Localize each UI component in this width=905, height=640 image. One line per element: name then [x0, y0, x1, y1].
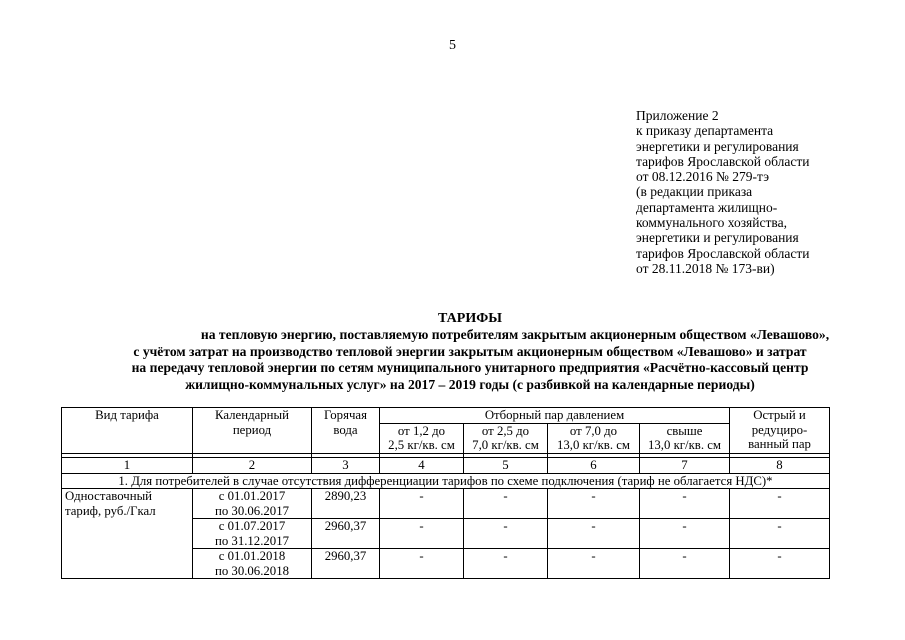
sharp-steam-cell: - [730, 489, 830, 519]
column-number: 1 [62, 457, 193, 473]
appendix-line: тарифов Ярославской области [636, 153, 810, 169]
appendix-line: от 28.11.2018 № 173-ви) [636, 260, 775, 276]
appendix-line: к приказу департамента [636, 123, 774, 139]
header-pressure-band [464, 423, 548, 453]
period-line: по 31.12.2017 [214, 533, 290, 548]
pressure-band-line: от 1,2 до [397, 423, 446, 438]
tariff-type-line: тариф, руб./Гкал [65, 503, 156, 518]
appendix-note [636, 108, 876, 276]
pressure-band-line: от 2,5 до [481, 423, 530, 438]
period-cell [193, 489, 312, 519]
header-pressure-band [380, 423, 464, 453]
header-sharp-steam-line: редуциро- [751, 422, 808, 437]
appendix-line: энергетики и регулирования [636, 230, 799, 246]
header-pressure-band [640, 423, 730, 453]
column-number: 5 [464, 457, 548, 473]
hot-water-cell: 2960,37 [312, 549, 380, 579]
steam-cell: - [640, 489, 730, 519]
header-hot-water-line: Горячая [324, 408, 367, 422]
title-line: с учётом затрат на производство тепловой энергии закрытым акционерным обществом «Левашово» и затрат [133, 343, 807, 359]
header-tariff-type: Вид тарифа [62, 408, 193, 454]
period-line: по 30.06.2017 [214, 503, 290, 518]
pressure-band-line: свыше [666, 423, 703, 438]
header-hot-water-line: вода [333, 422, 358, 437]
tariff-type-cell [62, 489, 193, 579]
appendix-line: тарифов Ярославской области [636, 245, 810, 261]
sharp-steam-cell: - [730, 549, 830, 579]
steam-cell: - [548, 519, 640, 549]
header-sharp-steam-line: Острый и [753, 408, 806, 422]
appendix-line: (в редакции приказа [636, 184, 753, 200]
period-line: с 01.07.2017 [218, 519, 286, 533]
column-number: 2 [193, 457, 312, 473]
header-sharp-steam-line: ванный пар [748, 437, 811, 451]
tariff-type-line: Одноставочный [65, 489, 153, 503]
steam-cell: - [380, 549, 464, 579]
period-line: по 30.06.2018 [214, 563, 290, 578]
header-period-line: Календарный [215, 408, 289, 422]
steam-cell: - [548, 489, 640, 519]
steam-cell: - [640, 549, 730, 579]
period-cell [193, 549, 312, 579]
appendix-line: Приложение 2 [636, 108, 719, 123]
period-line: с 01.01.2017 [218, 489, 286, 503]
column-number: 7 [640, 457, 730, 473]
column-number: 8 [730, 457, 830, 473]
table-row [62, 489, 830, 519]
header-pressure-band [548, 423, 640, 453]
header-sharp-steam [730, 408, 830, 454]
header-row [62, 408, 830, 424]
hot-water-cell: 2890,23 [312, 489, 380, 519]
steam-cell: - [380, 519, 464, 549]
title-heading: ТАРИФЫ [438, 311, 502, 326]
steam-cell: - [464, 549, 548, 579]
appendix-line: от 08.12.2016 № 279-тэ [636, 169, 770, 185]
steam-cell: - [640, 519, 730, 549]
header-period-line: период [232, 422, 272, 437]
section-row [62, 473, 830, 489]
period-line: с 01.01.2018 [218, 549, 286, 563]
steam-cell: - [464, 489, 548, 519]
appendix-line: энергетики и регулирования [636, 138, 799, 154]
title-line: на передачу тепловой энергии по сетям муниципального унитарного предприятия «Расчётно-кассовый центр [131, 360, 809, 375]
section-heading: 1. Для потребителей в случае отсутствия дифференциации тарифов по схеме подключения (тариф не облагается НДС)* [62, 473, 830, 489]
tariff-table [61, 407, 830, 579]
column-number-row [62, 457, 830, 473]
pressure-band-line: 13,0 кг/кв. см [556, 438, 631, 452]
appendix-line: коммунального хозяйства, [636, 215, 787, 231]
appendix-line: департамента жилищно- [636, 199, 778, 215]
document-title [60, 310, 880, 393]
column-number: 3 [312, 457, 380, 473]
steam-cell: - [548, 549, 640, 579]
pressure-band-line: 2,5 кг/кв. см [388, 438, 455, 452]
period-cell [193, 519, 312, 549]
title-line: жилищно-коммунальных услуг» на 2017 – 2019 годы (с разбивкой на календарные периоды) [185, 376, 755, 392]
steam-cell: - [380, 489, 464, 519]
sharp-steam-cell: - [730, 519, 830, 549]
page-number: 5 [449, 38, 456, 53]
pressure-band-line: от 7,0 до [569, 423, 618, 438]
steam-cell: - [464, 519, 548, 549]
header-selected-steam: Отборный пар давлением [380, 408, 730, 424]
column-number: 6 [548, 457, 640, 473]
title-line: на тепловую энергию, поставляемую потребителям закрытым акционерным обществом «Левашово», [200, 327, 830, 342]
column-number: 4 [380, 457, 464, 473]
pressure-band-line: 13,0 кг/кв. см [647, 438, 722, 452]
header-hot-water [312, 408, 380, 454]
header-period [193, 408, 312, 454]
hot-water-cell: 2960,37 [312, 519, 380, 549]
pressure-band-line: 7,0 кг/кв. см [472, 438, 539, 452]
